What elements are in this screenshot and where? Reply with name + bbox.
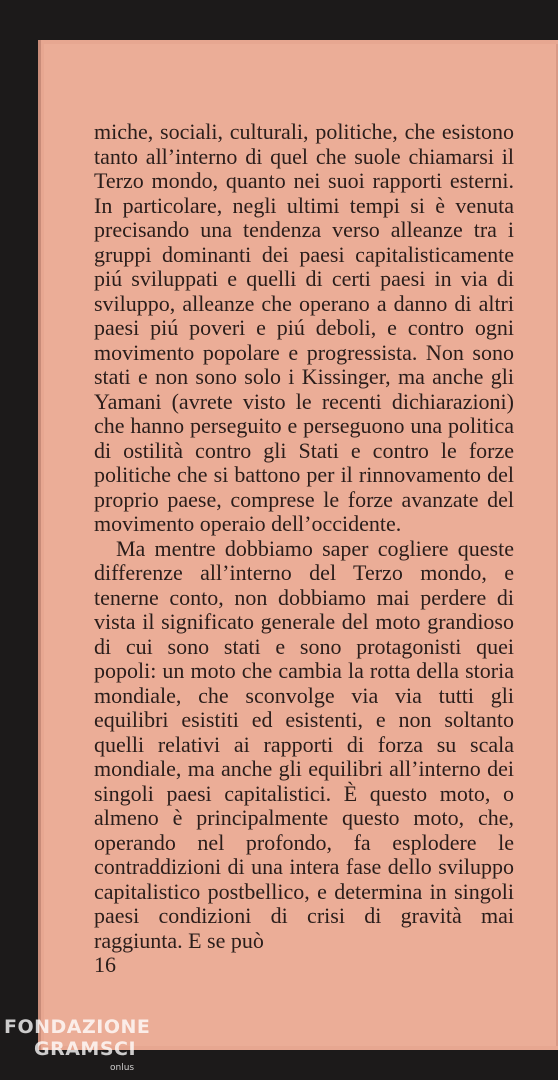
- paragraph-2: Ma mentre dobbiamo saper cogliere queste differenze all’interno del Terzo mondo, e tenerne conto, non dobbiamo mai perdere di vista il significato generale del moto grandioso di cui sono stati e sono protagonisti quei popoli: un moto che cambia la rotta della storia mondiale, che sconvolge via via tutti gli equilibri esistiti ed esistenti, e non soltanto quelli relativi ai rapporti di forza su scala mondiale, ma anche gli equilibri all’interno dei singoli paesi capitalistici. È questo moto, o almeno è principalmente questo moto, che, operando nel profondo, fa esplodere le contraddizioni di una intera fase dello sviluppo capitalistico postbellico, e determina in singoli paesi condizioni di crisi di gravità mai raggiunta. E se può: [94, 535, 514, 953]
- page-number: 16: [94, 952, 116, 977]
- book-page: [44, 44, 558, 1046]
- watermark-line2: GRAMSCI: [34, 1038, 137, 1060]
- watermark-line3: onlus: [110, 1063, 135, 1073]
- paragraph-1: miche, sociali, culturali, politiche, che esistono tanto all’interno di quel che suole chiamarsi il Terzo mondo, quanto nei suoi rapporti esterni. In particolare, negli ultimi tempi si è venuta precisando una tendenza verso alleanze tra i gruppi dominanti dei paesi capitalisticamente piú sviluppati e quelli di certi paesi in via di sviluppo, alleanze che operano a danno di altri paesi piú poveri e piú deboli, e contro ogni movimento popolare e progressista. Non sono stati e non sono solo i Kissinger, ma anche gli Yamani (avrete visto le recenti dichiarazioni) che hanno perseguito e perseguono una politica di ostilità contro gli Stati e contro le forze politiche che si battono per il rinnovamento del proprio paese, comprese le forze avanzate del movimento operaio dell’occidente.: [94, 119, 514, 536]
- body-text: [94, 120, 514, 953]
- fondazione-gramsci-watermark: [4, 1016, 154, 1078]
- watermark-line1: FONDAZIONE: [4, 1016, 151, 1038]
